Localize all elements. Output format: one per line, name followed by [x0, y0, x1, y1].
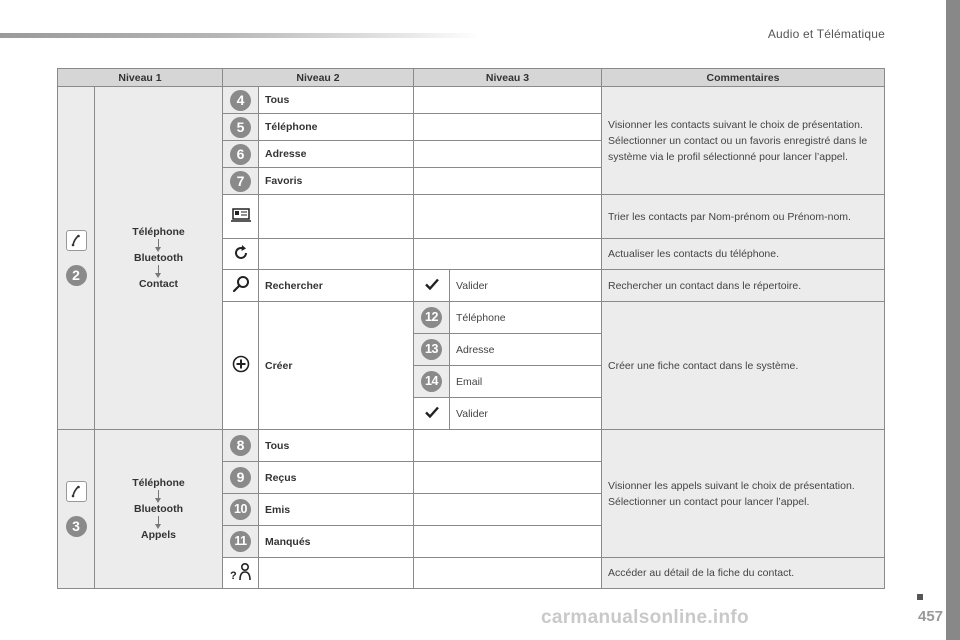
comment-cell: Créer une fiche contact dans le système.	[602, 302, 885, 430]
num-cell	[414, 334, 450, 366]
watermark: carmanualsonline.info	[541, 607, 749, 628]
empty-cell	[259, 558, 414, 589]
empty-cell	[414, 526, 602, 558]
option-telephone[interactable]: Téléphone	[450, 302, 602, 334]
icon-cell	[223, 558, 259, 589]
step-number: 13	[421, 339, 442, 360]
arrow-down-icon	[158, 516, 159, 525]
num-cell	[223, 141, 259, 168]
empty-cell	[414, 494, 602, 526]
empty-cell	[414, 141, 602, 168]
empty-cell	[414, 558, 602, 589]
level1-chain	[95, 430, 223, 589]
col-header-commentaires: Commentaires	[602, 69, 885, 87]
chain-item: Téléphone	[132, 226, 185, 238]
empty-cell	[414, 462, 602, 494]
comment-cell: Actualiser les contacts du téléphone.	[602, 239, 885, 270]
chain-item: Appels	[140, 529, 176, 541]
arrow-down-icon	[158, 239, 159, 248]
table-row	[58, 430, 885, 462]
step-number: 10	[230, 499, 251, 520]
chain-item: Contact	[138, 278, 179, 290]
empty-cell	[259, 195, 414, 239]
empty-cell	[259, 239, 414, 270]
add-circle-icon[interactable]	[232, 364, 250, 376]
menu-item-recus[interactable]: Reçus	[259, 462, 414, 494]
chain-item: Téléphone	[132, 477, 185, 489]
option-valider[interactable]: Valider	[450, 270, 602, 302]
option-valider[interactable]: Valider	[450, 398, 602, 430]
step-number: 11	[230, 531, 251, 552]
option-adresse[interactable]: Adresse	[450, 334, 602, 366]
svg-text:?: ?	[229, 569, 237, 582]
icon-cell	[223, 270, 259, 302]
comment-cell: Visionner les contacts suivant le choix de présentation. Sélectionner un contact ou un favoris enregistré dans le système via le profil sélectionné pour lancer l’appel.	[602, 87, 885, 195]
level1-number: 3	[66, 516, 87, 537]
icon-cell	[223, 195, 259, 239]
comment-cell: Rechercher un contact dans le répertoire.	[602, 270, 885, 302]
step-number: 7	[230, 171, 251, 192]
num-cell	[414, 302, 450, 334]
contact-detail-icon[interactable]	[229, 569, 252, 585]
col-header-niveau3: Niveau 3	[414, 69, 602, 87]
refresh-icon[interactable]	[231, 254, 251, 266]
menu-item-adresse[interactable]: Adresse	[259, 141, 414, 168]
phone-icon[interactable]	[66, 481, 87, 502]
col-header-niveau1: Niveau 1	[58, 69, 223, 87]
page-marker	[917, 594, 923, 600]
empty-cell	[414, 239, 602, 270]
chain-item: Bluetooth	[134, 252, 183, 264]
menu-item-rechercher[interactable]: Rechercher	[259, 270, 414, 302]
num-cell	[223, 168, 259, 195]
menu-item-tous[interactable]: Tous	[259, 87, 414, 114]
step-number: 4	[230, 90, 251, 111]
icon-cell	[223, 302, 259, 430]
icon-cell	[414, 398, 450, 430]
level1-number: 2	[66, 265, 87, 286]
menu-table	[57, 68, 885, 589]
num-cell	[223, 462, 259, 494]
level1-cell	[58, 430, 95, 589]
empty-cell	[414, 168, 602, 195]
num-cell	[223, 430, 259, 462]
check-icon[interactable]	[425, 409, 439, 421]
side-tab	[946, 0, 960, 640]
table-row	[58, 87, 885, 114]
arrow-down-icon	[158, 490, 159, 499]
menu-item-favoris[interactable]: Favoris	[259, 168, 414, 195]
num-cell	[223, 87, 259, 114]
comment-cell: Trier les contacts par Nom-prénom ou Prénom-nom.	[602, 195, 885, 239]
empty-cell	[414, 430, 602, 462]
level1-chain	[95, 87, 223, 430]
menu-item-manques[interactable]: Manqués	[259, 526, 414, 558]
num-cell	[223, 494, 259, 526]
menu-item-telephone[interactable]: Téléphone	[259, 114, 414, 141]
step-number: 6	[230, 144, 251, 165]
menu-item-emis[interactable]: Emis	[259, 494, 414, 526]
num-cell	[414, 366, 450, 398]
num-cell	[223, 114, 259, 141]
level1-cell	[58, 87, 95, 430]
option-email[interactable]: Email	[450, 366, 602, 398]
empty-cell	[414, 87, 602, 114]
menu-item-tous-appels[interactable]: Tous	[259, 430, 414, 462]
menu-item-creer[interactable]: Créer	[259, 302, 414, 430]
sort-card-icon[interactable]	[231, 214, 251, 226]
header-bar	[0, 33, 480, 38]
comment-cell: Accéder au détail de la fiche du contact.	[602, 558, 885, 589]
icon-cell	[414, 270, 450, 302]
phone-icon[interactable]	[66, 230, 87, 251]
step-number: 5	[230, 117, 251, 138]
comment-cell: Visionner les appels suivant le choix de présentation. Sélectionner un contact pour lancer l’appel.	[602, 430, 885, 558]
arrow-down-icon	[158, 265, 159, 274]
step-number: 14	[421, 371, 442, 392]
empty-cell	[414, 195, 602, 239]
empty-cell	[414, 114, 602, 141]
step-number: 12	[421, 307, 442, 328]
check-icon[interactable]	[425, 281, 439, 293]
chain-item: Bluetooth	[134, 503, 183, 515]
search-icon[interactable]	[231, 285, 251, 297]
col-header-niveau2: Niveau 2	[223, 69, 414, 87]
icon-cell	[223, 239, 259, 270]
page-number: 457	[918, 608, 944, 625]
section-title: Audio et Télématique	[767, 27, 885, 41]
header-row	[58, 69, 885, 87]
num-cell	[223, 526, 259, 558]
step-number: 9	[230, 467, 251, 488]
step-number: 8	[230, 435, 251, 456]
